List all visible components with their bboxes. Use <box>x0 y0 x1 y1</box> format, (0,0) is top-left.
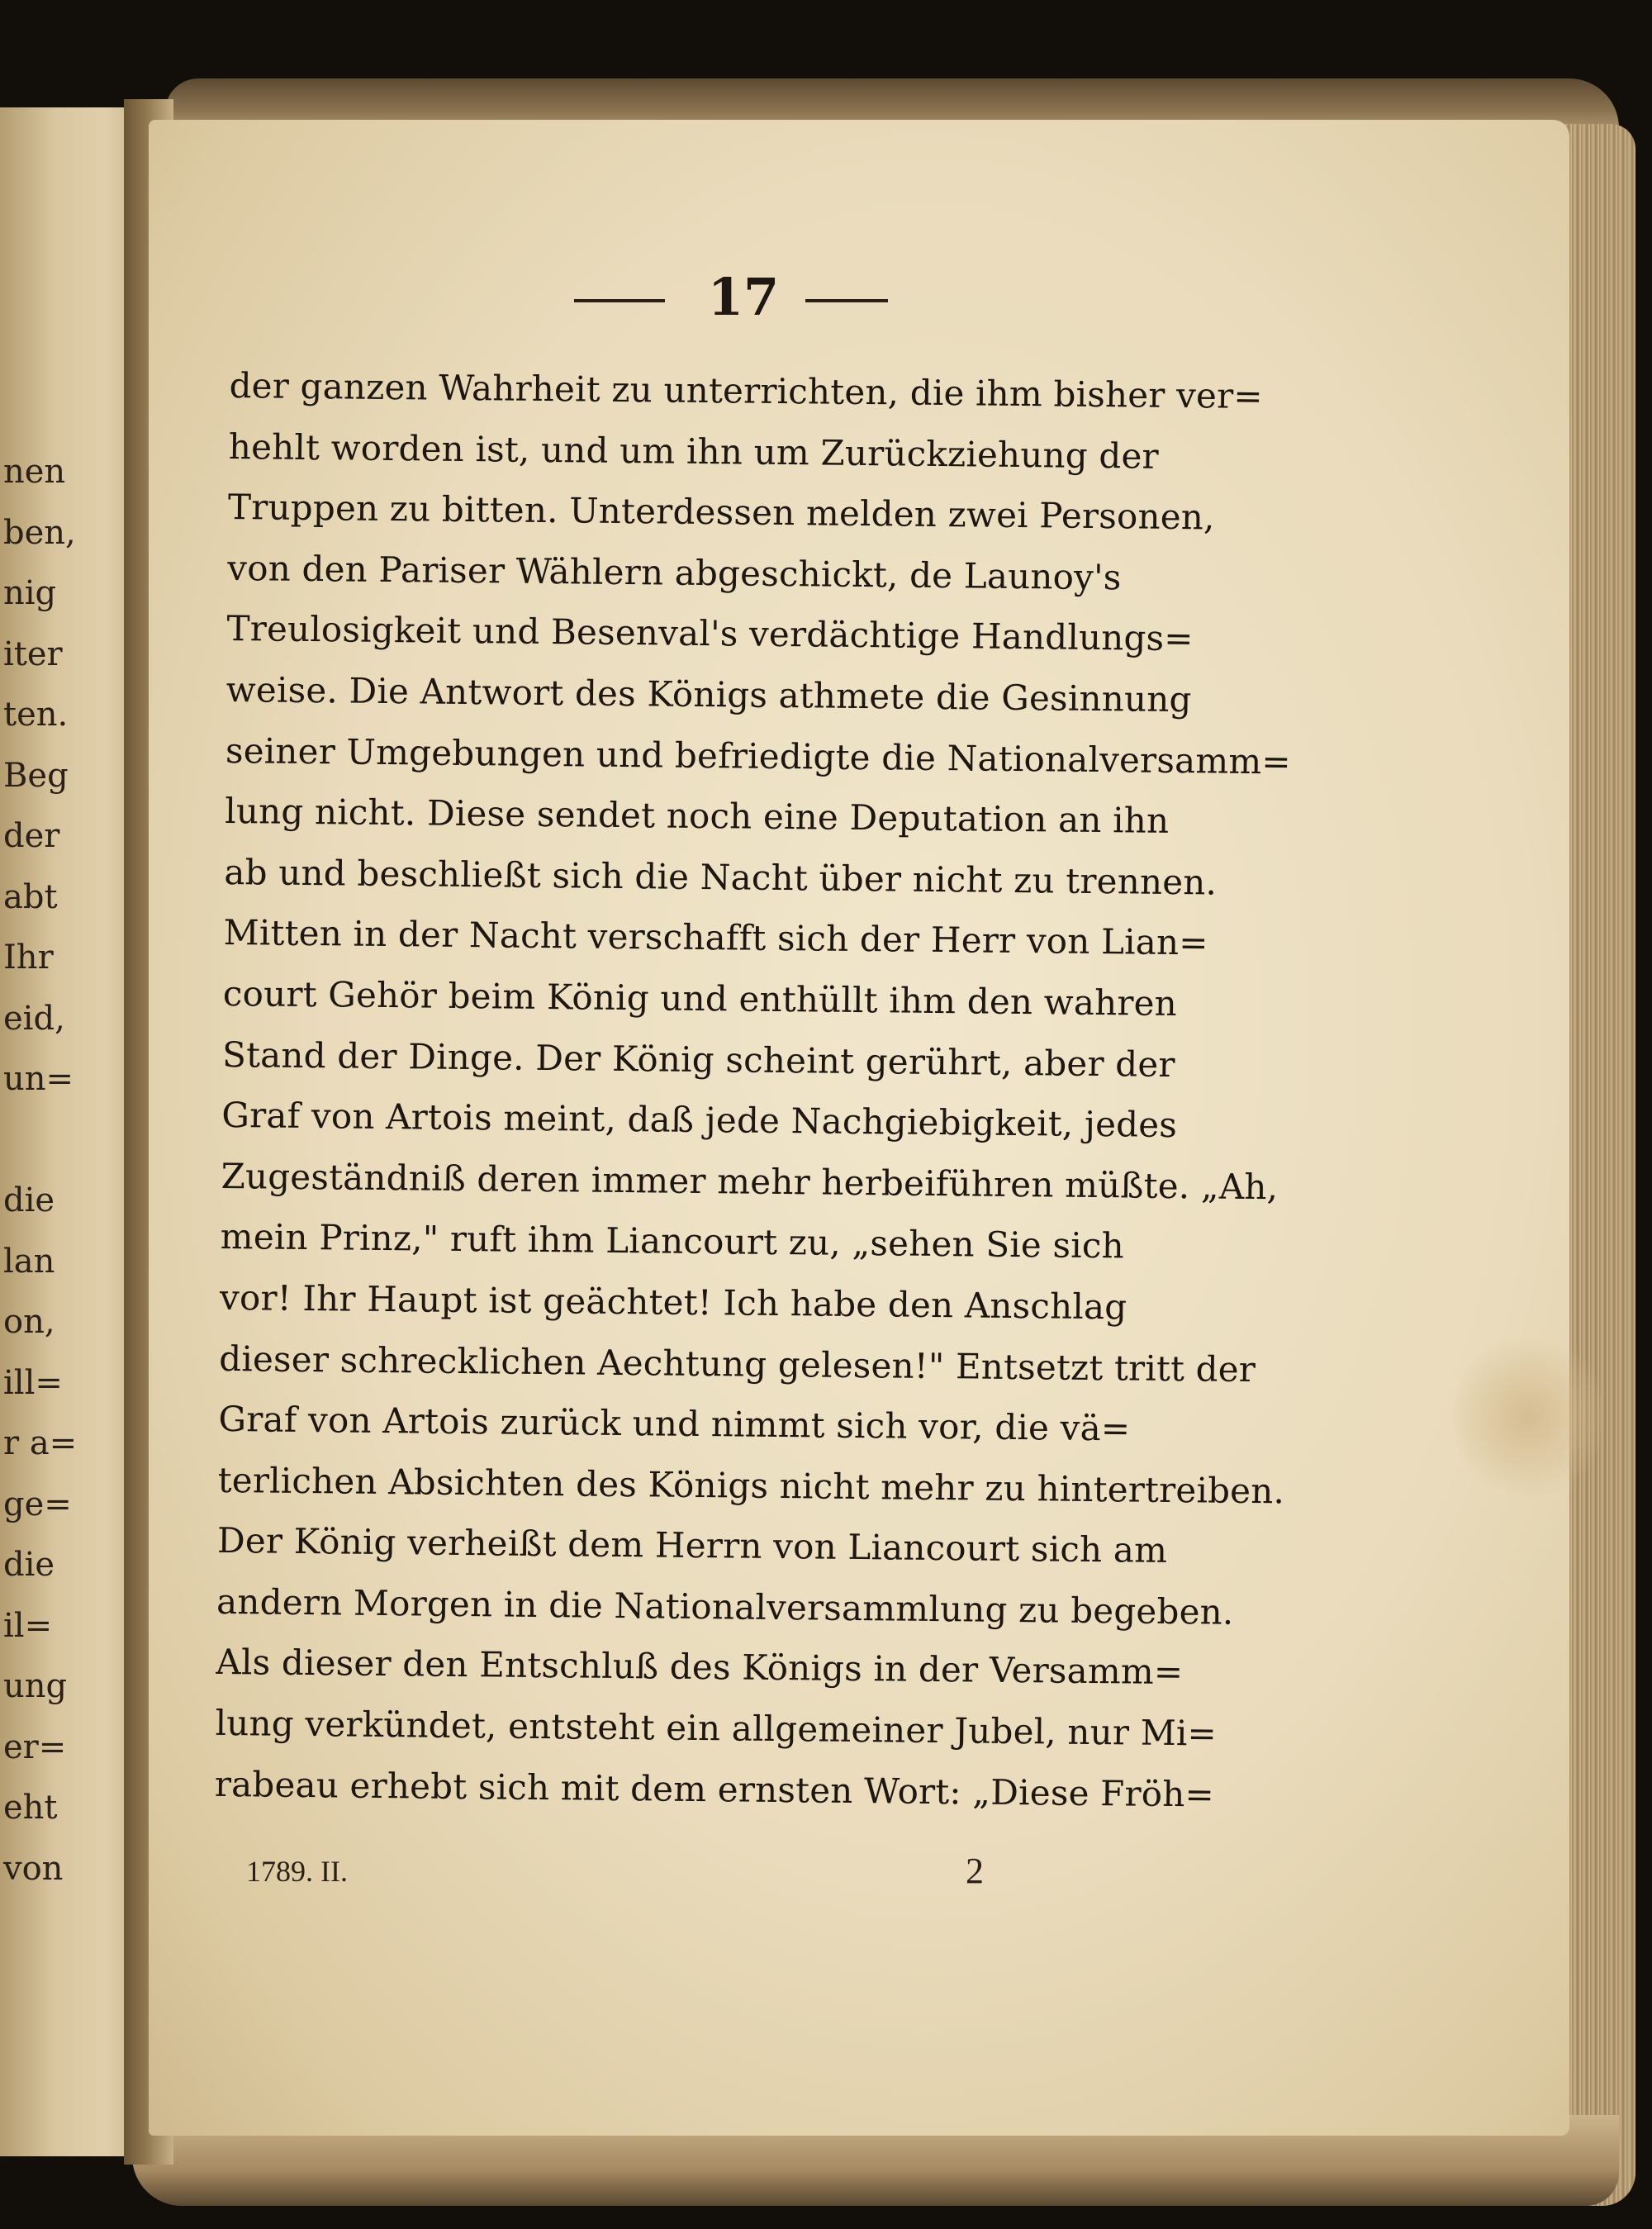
left-page-line: nen <box>3 453 66 491</box>
body-text <box>214 355 1292 1825</box>
text-line: court Gehör beim König und enthüllt ihm den wahren <box>222 972 1178 1024</box>
left-page-line: von <box>3 1849 64 1888</box>
left-page-line: ten. <box>3 696 69 734</box>
text-line: Graf von Artois zurück und nimmt sich vor, die vä= <box>218 1399 1131 1449</box>
text-line: dieser schrecklichen Aechtung gelesen!" Entsetzt tritt der <box>219 1338 1256 1390</box>
text-line: andern Morgen in die Nationalversammlung zu begeben. <box>216 1580 1234 1633</box>
left-page-line: on, <box>3 1303 55 1341</box>
text-line: Stand der Dinge. Der König scheint gerührt, aber der <box>221 1034 1175 1085</box>
header-rule-left <box>574 299 665 302</box>
text-line: Als dieser den Entschluß des Königs in der Versamm= <box>216 1642 1184 1693</box>
left-page-line: nig <box>3 574 57 612</box>
left-page-line: un= <box>3 1060 74 1098</box>
sheet-number: 2 <box>966 1851 984 1891</box>
page-footer <box>0 1838 1652 1913</box>
left-page-line: der <box>3 817 60 855</box>
header-rule-right <box>805 299 888 302</box>
left-page-line: eid, <box>3 999 65 1038</box>
text-line: ab und beschließt sich die Nacht über nicht zu trennen. <box>224 851 1218 903</box>
text-line: Zugeständniß deren immer mehr herbeiführen müßte. „Ah, <box>221 1155 1279 1208</box>
page-header <box>0 256 1652 347</box>
text-line: rabeau erhebt sich mit dem ernsten Wort: „Diese Fröh= <box>214 1763 1215 1815</box>
text-line: lung nicht. Diese sendet noch eine Deputation an ihn <box>224 791 1170 842</box>
text-line: seiner Umgebungen und befriedigte die Nationalversamm= <box>225 730 1292 782</box>
text-line: von den Pariser Wählern abgeschickt, de Launoy's <box>227 547 1122 598</box>
left-page-line: il= <box>3 1606 53 1645</box>
text-line: Mitten in der Nacht verschafft sich der Herr von Lian= <box>223 912 1208 963</box>
text-line: weise. Die Antwort des Königs athmete die Gesinnung <box>225 668 1192 720</box>
paper-stain <box>1454 1326 1602 1508</box>
left-page-line: abt <box>3 877 58 916</box>
text-line: terlichen Absichten des Königs nicht mehr zu hintertreiben. <box>217 1459 1285 1512</box>
left-page-line: lan <box>3 1242 55 1281</box>
left-page-line: iter <box>3 634 63 673</box>
text-line: Graf von Artois meint, daß jede Nachgiebigkeit, jedes <box>221 1095 1178 1146</box>
text-line: vor! Ihr Haupt ist geächtet! Ich habe den Anschlag <box>219 1276 1127 1328</box>
left-page-line: ge= <box>3 1485 72 1523</box>
left-page-line: ill= <box>3 1363 63 1402</box>
printer-signature: 1789. II. <box>246 1855 348 1888</box>
left-page-line: ung <box>3 1667 68 1705</box>
left-page-line: eht <box>3 1789 58 1827</box>
left-page-line: Beg <box>3 756 69 795</box>
left-page-line: Ihr <box>3 939 54 977</box>
left-page-line <box>3 1110 127 1172</box>
left-page-text <box>3 442 127 1899</box>
left-page-line: die <box>3 1546 55 1584</box>
text-line: hehlt worden ist, und um ihn um Zurückziehung der <box>228 425 1160 477</box>
page-number: 17 <box>707 267 780 327</box>
left-page-line: ben, <box>3 513 76 552</box>
text-line: der ganzen Wahrheit zu unterrichten, die ihm bisher ver= <box>229 364 1264 417</box>
text-line: Der König verheißt dem Herrn von Liancourt sich am <box>216 1520 1168 1571</box>
text-line: mein Prinz," ruft ihm Liancourt zu, „sehen Sie sich <box>220 1216 1125 1267</box>
text-line: Truppen zu bitten. Unterdessen melden zwei Personen, <box>227 487 1215 538</box>
text-line: lung verkündet, entsteht ein allgemeiner Jubel, nur Mi= <box>215 1702 1218 1754</box>
left-page-line: r a= <box>3 1424 78 1462</box>
left-page-line: die <box>3 1181 55 1219</box>
left-page-line: er= <box>3 1728 67 1766</box>
text-line: Treulosigkeit und Besenval's verdächtige Handlungs= <box>226 608 1194 659</box>
